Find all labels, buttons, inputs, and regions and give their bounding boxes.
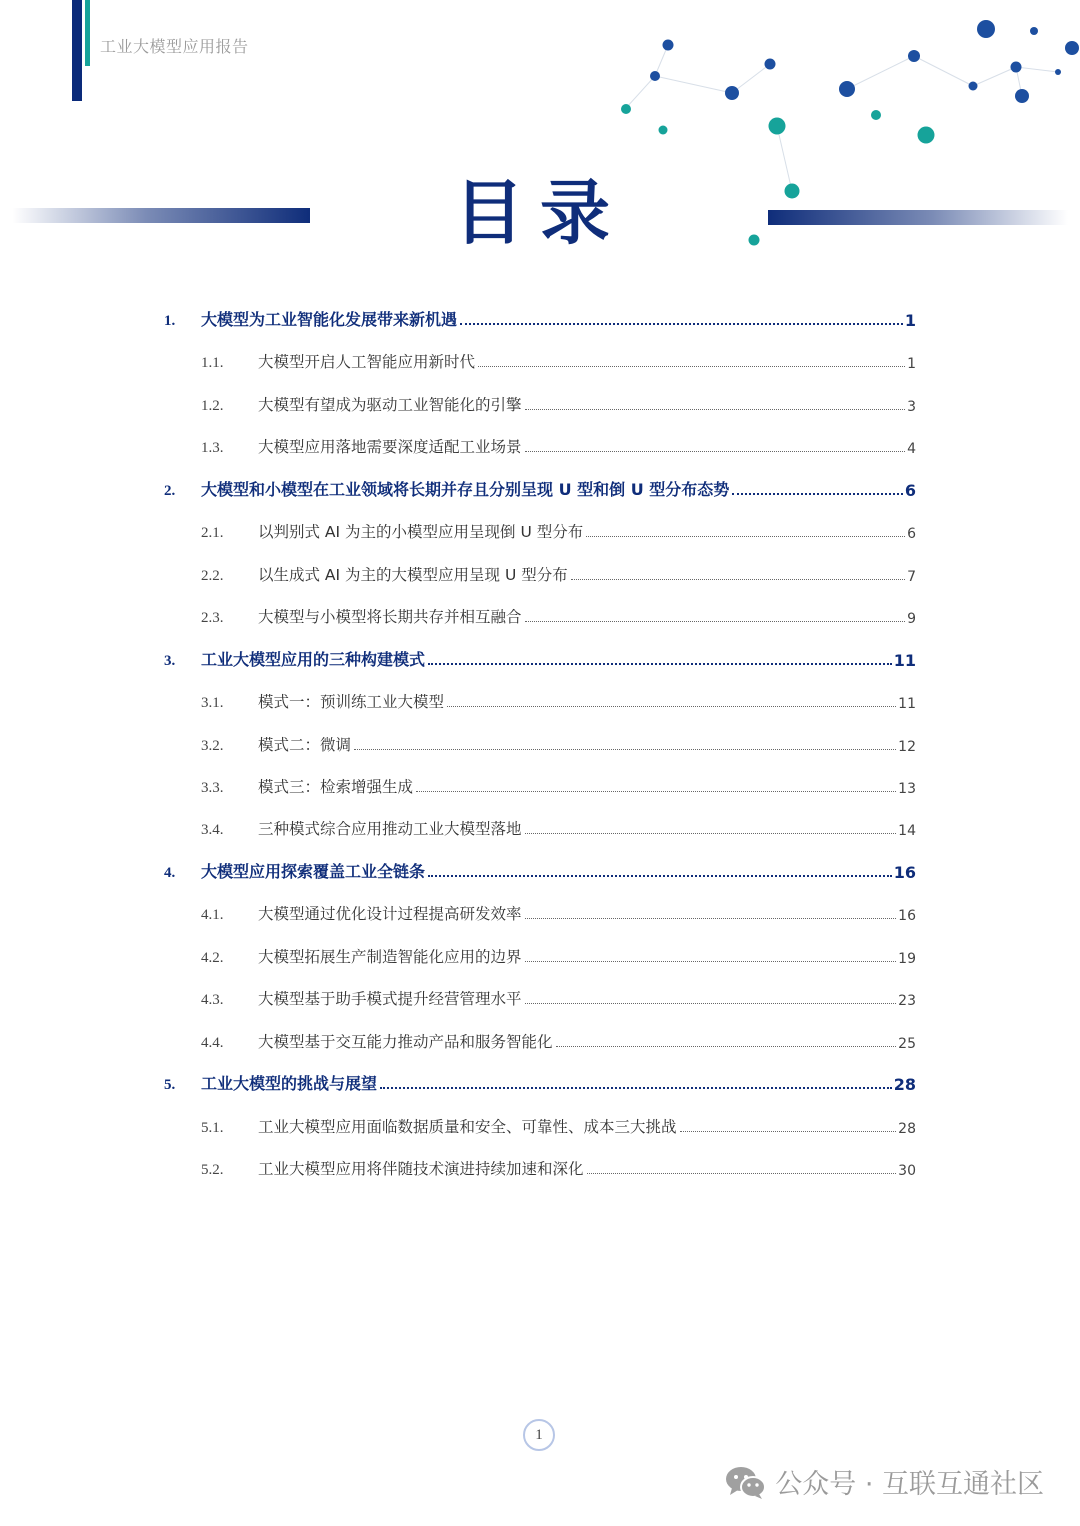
toc-entry-number: 4.2.	[201, 949, 224, 966]
toc-entry-number: 5.2.	[201, 1162, 224, 1178]
toc-leader-dots	[732, 493, 903, 495]
toc-chapter-entry[interactable]	[164, 854, 916, 882]
network-dot	[839, 81, 855, 97]
toc-leader-dots	[586, 536, 905, 537]
toc-entry-title: 大模型应用落地需要深度适配工业场景	[258, 438, 522, 457]
toc-leader-dots	[478, 366, 905, 367]
toc-chapter-entry[interactable]	[164, 472, 916, 500]
toc-section-entry[interactable]	[164, 896, 916, 924]
toc-entry-number: 1.2.	[201, 397, 224, 414]
toc-entry-title: 大模型开启人工智能应用新时代	[258, 353, 476, 372]
toc-entry-page: 28	[893, 1075, 916, 1095]
toc-chapter-entry[interactable]	[164, 302, 916, 330]
watermark-text: 公众号 · 互联互通社区	[775, 1469, 1044, 1500]
network-dot	[1055, 69, 1061, 75]
network-dot	[918, 127, 935, 144]
toc-entry-number: 2.2.	[201, 567, 224, 584]
toc-section-entry[interactable]	[164, 769, 916, 797]
toc-entry-number: 2.1.	[201, 525, 224, 542]
toc-entry-title: 大模型应用探索覆盖工业全链条	[201, 861, 426, 881]
toc-entry-number: 3.3.	[201, 779, 224, 796]
toc-entry-number: 5.1.	[201, 1119, 224, 1136]
toc-entry-page: 7	[907, 568, 916, 585]
network-dot	[1030, 27, 1038, 35]
toc-leader-dots	[525, 918, 897, 919]
toc-entry-page: 6	[907, 526, 916, 543]
toc-section-entry[interactable]	[164, 684, 916, 712]
toc-section-entry[interactable]	[164, 344, 916, 372]
toc-leader-dots	[525, 409, 906, 410]
network-dot	[650, 71, 660, 81]
toc-entry-number: 4.3.	[201, 992, 224, 1009]
toc-leader-dots	[525, 833, 897, 834]
network-dot	[1011, 62, 1022, 73]
report-title: 工业大模型应用报告	[100, 37, 249, 56]
toc-chapter-entry[interactable]	[164, 642, 916, 670]
toc-entry-title: 三种模式综合应用推动工业大模型落地	[258, 820, 522, 839]
toc-leader-dots	[447, 706, 896, 707]
toc-entry-number: 5.	[164, 1077, 176, 1094]
network-dot	[871, 110, 881, 120]
toc-entry-title: 模式一：预训练工业大模型	[258, 693, 445, 712]
toc-section-entry[interactable]	[164, 1024, 916, 1052]
toc-entry-title: 工业大模型的挑战与展望	[201, 1074, 378, 1094]
toc-entry-title: 大模型为工业智能化发展带来新机遇	[201, 310, 458, 329]
toc-leader-dots	[460, 323, 903, 325]
toc-entry-title: 模式三：检索增强生成	[258, 777, 414, 796]
toc-leader-dots	[525, 451, 906, 452]
toc-entry-page: 16	[898, 908, 916, 925]
toc-entry-page: 4	[907, 441, 916, 458]
toc-leader-dots	[354, 749, 896, 750]
toc-entry-number: 1.	[164, 313, 176, 329]
toc-entry-page: 25	[898, 1035, 916, 1052]
header-accent-bar	[72, 0, 82, 101]
toc-entry-page: 1	[907, 356, 916, 373]
network-dot	[769, 118, 786, 135]
network-dot	[725, 86, 739, 100]
toc-entry-number: 2.3.	[201, 610, 224, 627]
toc-leader-dots	[587, 1173, 897, 1174]
toc-entry-page: 1	[904, 311, 916, 330]
network-dot	[663, 40, 674, 51]
toc-entry-number: 4.1.	[201, 907, 224, 924]
toc-leader-dots	[525, 1003, 897, 1004]
toc-section-entry[interactable]	[164, 939, 916, 967]
toc-entry-number: 1.1.	[201, 355, 224, 372]
toc-leader-dots	[428, 663, 892, 665]
toc-entry-title: 工业大模型应用面临数据质量和安全、可靠性、成本三大挑战	[258, 1117, 677, 1136]
toc-entry-title: 大模型有望成为驱动工业智能化的引擎	[258, 395, 522, 414]
toc-entry-title: 大模型基于助手模式提升经营管理水平	[258, 990, 522, 1009]
toc-entry-page: 14	[898, 823, 916, 840]
toc-entry-title: 大模型和小模型在工业领域将长期并存且分别呈现 U 型和倒 U 型分布态势	[201, 479, 730, 499]
toc-leader-dots	[525, 961, 897, 962]
toc-entry-page: 11	[898, 696, 916, 713]
toc-entry-title: 大模型通过优化设计过程提高研发效率	[258, 905, 522, 924]
toc-entry-number: 4.4.	[201, 1034, 224, 1051]
toc-entry-number: 3.2.	[201, 737, 224, 754]
toc-section-entry[interactable]	[164, 599, 916, 627]
toc-entry-title: 模式二：微调	[258, 735, 352, 754]
toc-section-entry[interactable]	[164, 514, 916, 542]
network-dot	[659, 126, 668, 135]
toc-section-entry[interactable]	[164, 387, 916, 415]
toc-chapter-entry[interactable]	[164, 1066, 916, 1094]
toc-entry-number: 3.4.	[201, 822, 224, 839]
toc-entry-title: 以判别式 AI 为主的小模型应用呈现倒 U 型分布	[258, 523, 584, 542]
toc-leader-dots	[525, 621, 906, 622]
toc-entry-title: 大模型与小模型将长期共存并相互融合	[258, 608, 522, 627]
toc-entry-page: 23	[898, 993, 916, 1010]
network-dot	[908, 50, 920, 62]
toc-entry-title: 大模型拓展生产制造智能化应用的边界	[258, 947, 522, 966]
toc-section-entry[interactable]	[164, 1109, 916, 1137]
network-dot	[765, 59, 776, 70]
toc-leader-dots	[556, 1046, 897, 1047]
network-dot	[621, 104, 631, 114]
toc-entry-page: 3	[907, 398, 916, 415]
page-title: 目录	[454, 172, 626, 254]
toc-entry-number: 3.1.	[201, 695, 224, 712]
toc-entry-page: 19	[898, 950, 916, 967]
toc-leader-dots	[428, 875, 892, 877]
toc-entry-page: 6	[904, 480, 916, 500]
toc-entry-page: 16	[893, 862, 916, 882]
toc-section-entry[interactable]	[164, 429, 916, 457]
watermark	[725, 1462, 1044, 1501]
toc-entry-page: 9	[907, 611, 916, 628]
toc-entry-page: 12	[898, 738, 916, 755]
toc-entry-number: 2.	[164, 482, 176, 499]
toc-entry-number: 3.	[164, 652, 176, 669]
toc-section-entry[interactable]	[164, 981, 916, 1009]
toc-entry-title: 工业大模型应用将伴随技术演进持续加速和深化	[258, 1160, 584, 1178]
wechat-icon	[725, 1464, 767, 1500]
toc-entry-page: 30	[898, 1163, 916, 1179]
header-accent-bar-teal	[85, 0, 90, 66]
toc-entry-number: 4.	[164, 864, 176, 881]
toc-entry-title: 大模型基于交互能力推动产品和服务智能化	[258, 1032, 553, 1051]
toc-leader-dots	[416, 791, 896, 792]
toc-leader-dots	[380, 1087, 892, 1089]
toc-entry-page: 28	[898, 1120, 916, 1137]
toc-entry-title: 以生成式 AI 为主的大模型应用呈现 U 型分布	[258, 565, 568, 584]
network-dot	[1065, 41, 1079, 55]
toc-leader-dots	[571, 579, 905, 580]
network-dot	[977, 20, 995, 38]
toc-section-entry[interactable]	[164, 727, 916, 755]
toc-section-entry[interactable]	[164, 811, 916, 839]
toc-leader-dots	[680, 1131, 897, 1132]
network-dot	[969, 82, 978, 91]
toc-entry-page: 13	[898, 780, 916, 797]
page-number: 1	[523, 1419, 555, 1451]
network-dot	[1015, 89, 1029, 103]
toc-entry-number: 1.3.	[201, 440, 224, 457]
toc-section-entry[interactable]	[164, 557, 916, 585]
toc-section-entry[interactable]	[164, 1151, 916, 1179]
toc-entry-page: 11	[893, 650, 916, 670]
toc-entry-title: 工业大模型应用的三种构建模式	[201, 649, 426, 669]
